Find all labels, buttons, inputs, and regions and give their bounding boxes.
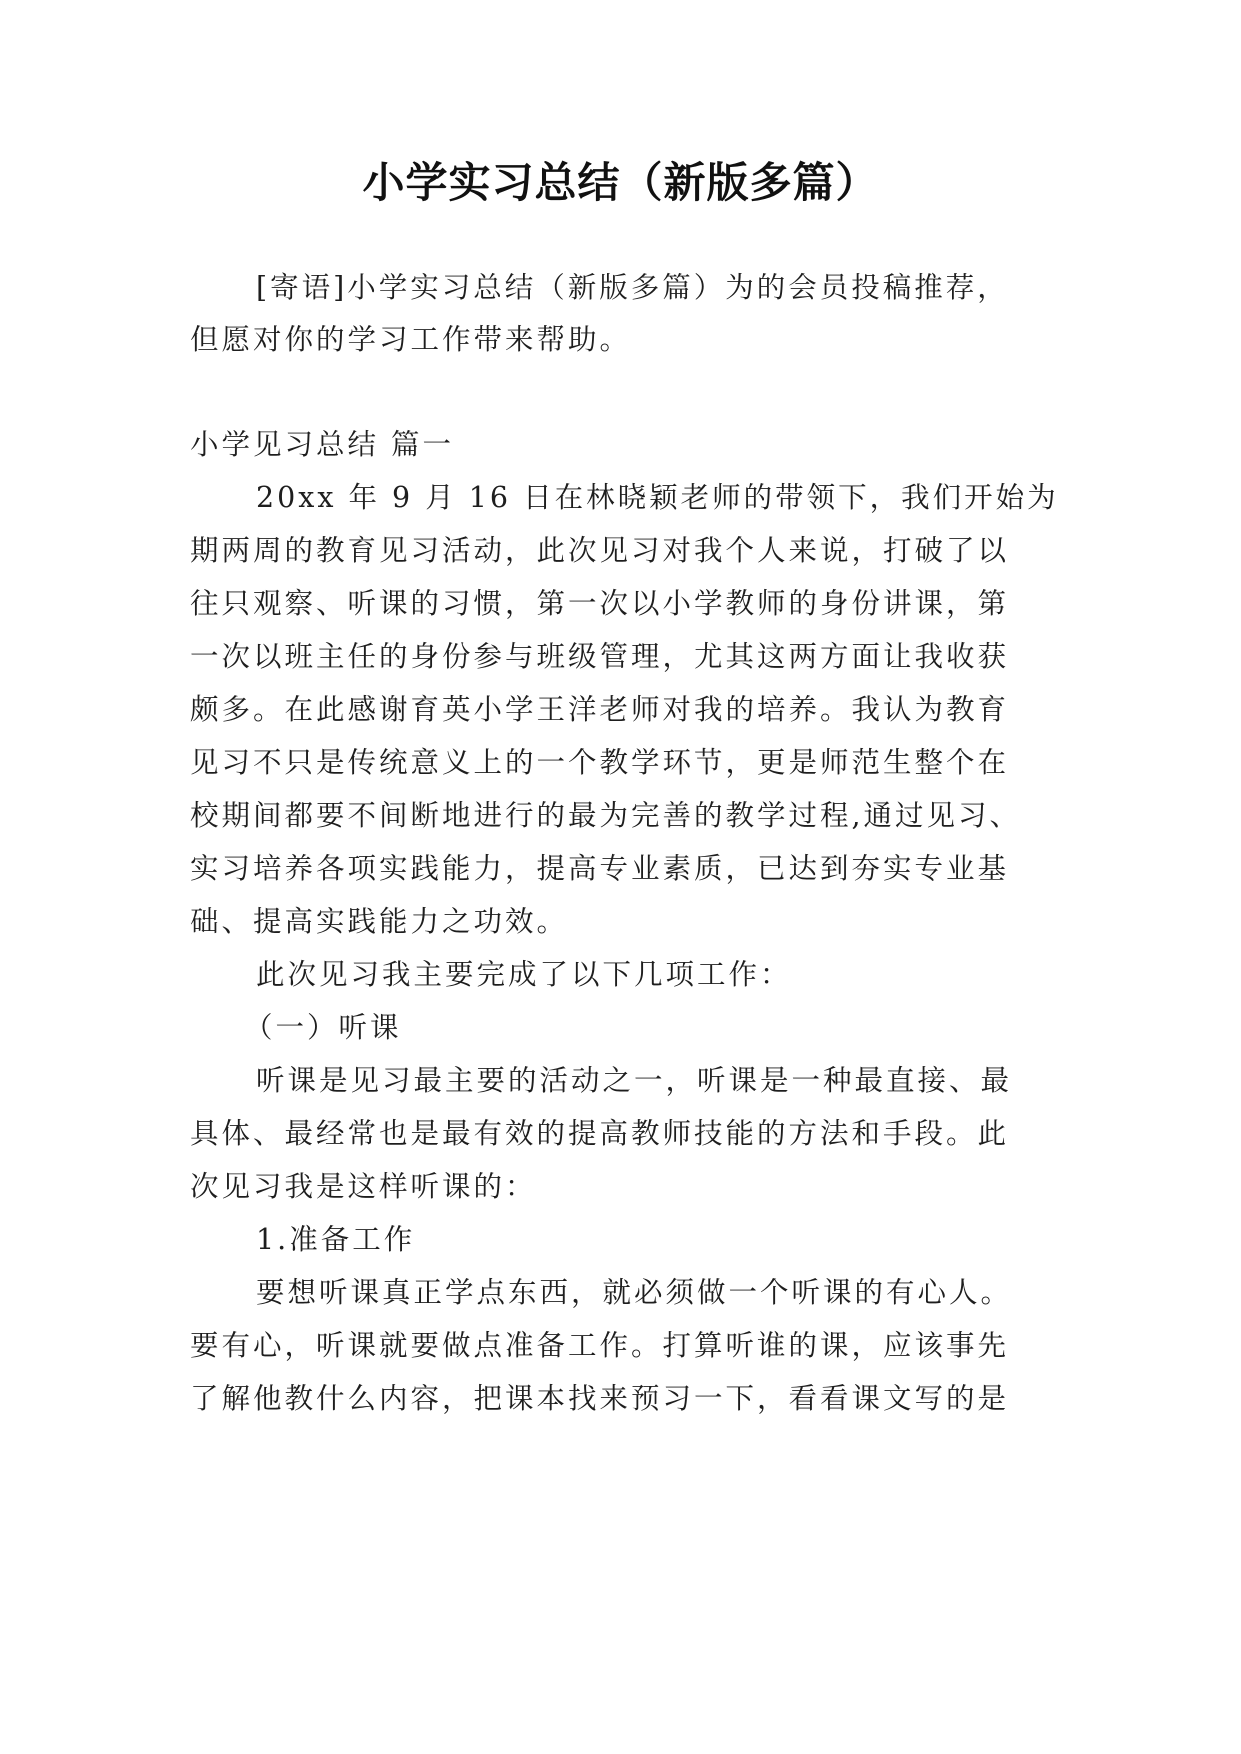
- paragraph4-line-3: 了解他教什么内容，把课本找来预习一下，看看课文写的是: [190, 1382, 1010, 1415]
- paragraph3-line-2: 具体、最经常也是最有效的提高教师技能的方法和手段。此: [190, 1117, 1010, 1150]
- paragraph1-line-1: 20xx 年 9 月 16 日在林晓颖老师的带领下，我们开始为: [256, 481, 1059, 514]
- paragraph1-line-8: 实习培养各项实践能力，提高专业素质，已达到夯实专业基: [190, 852, 1010, 885]
- document-title: 小学实习总结（新版多篇）: [362, 158, 879, 207]
- section-heading: 小学见习总结 篇一: [190, 428, 455, 461]
- paragraph1-line-5: 颇多。在此感谢育英小学王洋老师对我的培养。我认为教育: [190, 693, 1010, 726]
- paragraph1-line-2: 期两周的教育见习活动，此次见习对我个人来说，打破了以: [190, 534, 1010, 567]
- subheading-preparation: 1.准备工作: [256, 1223, 416, 1256]
- intro-line-1: [寄语]小学实习总结（新版多篇）为的会员投稿推荐，: [256, 271, 1009, 304]
- paragraph1-line-3: 往只观察、听课的习惯，第一次以小学教师的身份讲课，第: [190, 587, 1010, 620]
- paragraph1-line-9: 础、提高实践能力之功效。: [190, 905, 569, 938]
- intro-line-2: 但愿对你的学习工作带来帮助。: [190, 323, 632, 356]
- paragraph3-line-1: 听课是见习最主要的活动之一，听课是一种最直接、最: [256, 1064, 1013, 1097]
- paragraph2: 此次见习我主要完成了以下几项工作：: [256, 958, 792, 991]
- subheading-listening: （一）听课: [244, 1011, 402, 1044]
- paragraph1-line-4: 一次以班主任的身份参与班级管理，尤其这两方面让我收获: [190, 640, 1010, 673]
- paragraph3-line-3: 次见习我是这样听课的：: [190, 1170, 537, 1203]
- paragraph1-line-6: 见习不只是传统意义上的一个教学环节，更是师范生整个在: [190, 746, 1010, 779]
- paragraph4-line-1: 要想听课真正学点东西，就必须做一个听课的有心人。: [256, 1276, 1013, 1309]
- paragraph1-line-7: 校期间都要不间断地进行的最为完善的教学过程,通过见习、: [190, 799, 1022, 832]
- paragraph4-line-2: 要有心，听课就要做点准备工作。打算听谁的课，应该事先: [190, 1329, 1010, 1362]
